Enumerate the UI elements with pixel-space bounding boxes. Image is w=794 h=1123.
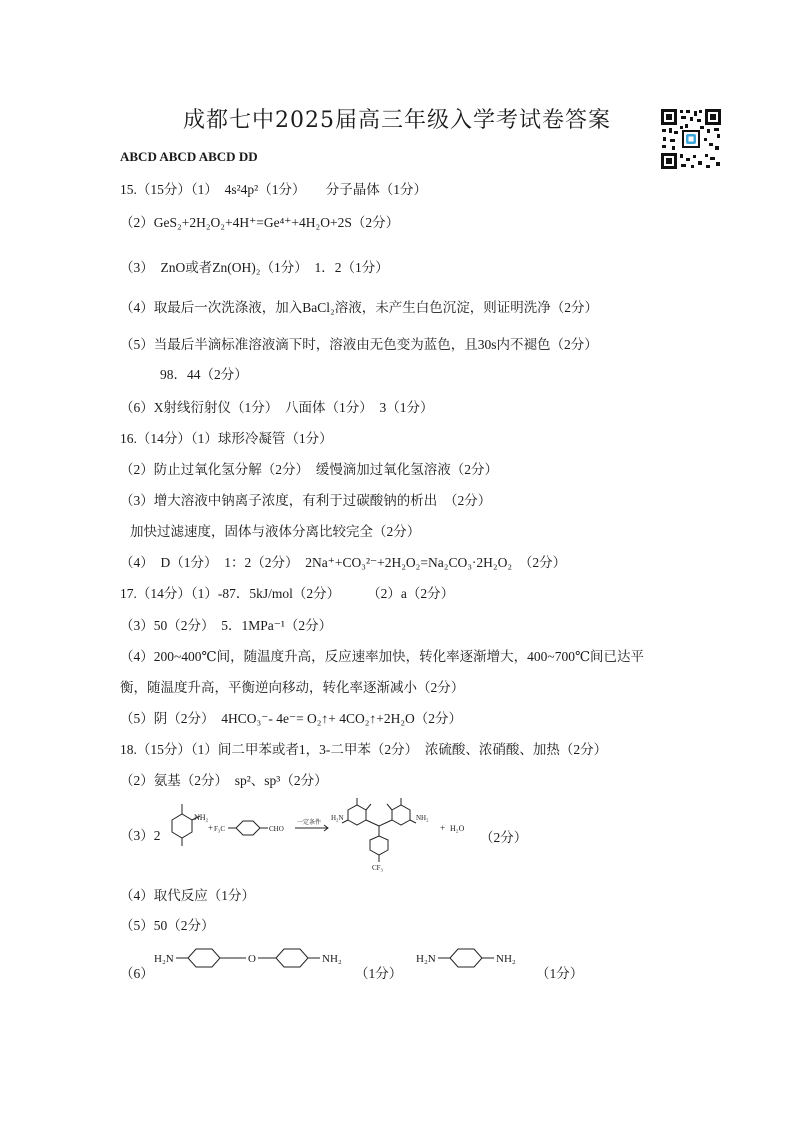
q17-line-2: （3）50（2分） 5．1MPa⁻¹（2分） bbox=[120, 618, 333, 633]
diamine-nh2-label: NH₂ bbox=[496, 953, 516, 965]
structure-phenylenediamine bbox=[412, 938, 542, 978]
q17-line-4: （5）阴（2分） 4HCO₃⁻- 4e⁻= O₂↑+ 4CO₂↑+2H₂O（2分） bbox=[120, 711, 463, 726]
page-title: 成都七中2025届高三年级入学考试卷答案 bbox=[183, 108, 611, 133]
q16-line-3: （3）增大溶液中钠离子浓度，有利于过碳酸钠的析出 （2分） bbox=[120, 493, 492, 508]
qr-code-icon bbox=[660, 108, 722, 170]
plus-sign-2: + bbox=[440, 823, 446, 833]
q18-line-3-points: （2分） bbox=[480, 830, 528, 845]
q15-line-1: 15.（15分）（1） 4s²4p²（1分） 分子晶体（1分） bbox=[120, 182, 427, 197]
product-bottom-ring bbox=[370, 836, 388, 855]
reactant-cho-label: CHO bbox=[269, 825, 284, 833]
diamine-h2n-label: H₂N bbox=[416, 953, 436, 965]
reaction-condition: 一定条件 bbox=[297, 820, 322, 826]
q18-line-6-points-b: （1分） bbox=[536, 966, 584, 981]
reactant-f3c-label: F₃C bbox=[214, 825, 226, 833]
oxy-o-label: O bbox=[248, 953, 256, 965]
reaction-scheme bbox=[150, 790, 480, 880]
product-left-ring bbox=[348, 805, 366, 825]
oxy-left-ring bbox=[188, 949, 220, 967]
product-cf3-label: CF₃ bbox=[372, 864, 384, 872]
q17-line-3b: 衡，随温度升高，平衡逆向移动，转化率逐渐减小（2分） bbox=[120, 680, 465, 695]
q18-line-6-points-a: （1分） bbox=[355, 966, 403, 981]
q17-line-1: 17.（14分）（1）-87．5kJ/mol（2分） （2）a（2分） bbox=[120, 586, 455, 601]
reactant-nh2-label: NH₂ bbox=[194, 813, 209, 822]
q15-line-4: （4）取最后一次洗涤液，加入BaCl₂溶液，未产生白色沉淀，则证明洗净（2分） bbox=[120, 300, 598, 315]
q16-line-1: 16.（14分）（1）球形冷凝管（1分） bbox=[120, 431, 333, 446]
q18-line-6-prefix: （6） bbox=[120, 966, 154, 981]
structure-oxydianiline bbox=[150, 938, 390, 978]
oxy-right-ring bbox=[276, 949, 308, 967]
product-right-ring bbox=[392, 805, 410, 825]
reactant-benzaldehyde-ring bbox=[236, 821, 260, 835]
q18-line-4: （4）取代反应（1分） bbox=[120, 888, 255, 903]
oxy-h2n-label: H₂N bbox=[154, 953, 174, 965]
water-label: H₂O bbox=[450, 824, 465, 833]
q17-line-3: （4）200~400℃间，随温度升高，反应速率加快，转化率逐渐增大，400~700℃间已达平 bbox=[120, 649, 645, 664]
q15-line-3: （3） ZnO或者Zn(OH)₂（1分） 1．2（1分） bbox=[120, 260, 389, 275]
product-right-nh2-label: NH₂ bbox=[416, 814, 429, 822]
q18-line-2: （2）氨基（2分） sp²、sp³（2分） bbox=[120, 773, 328, 788]
choice-answers: ABCD ABCD ABCD DD bbox=[120, 149, 258, 164]
diamine-ring bbox=[450, 949, 482, 967]
oxy-nh2-label: NH₂ bbox=[322, 953, 342, 965]
q15-line-6: （6）X射线衍射仪（1分） 八面体（1分） 3（1分） bbox=[120, 400, 434, 415]
q16-line-2: （2）防止过氧化氢分解（2分） 缓慢滴加过氧化氢溶液（2分） bbox=[120, 462, 498, 477]
q16-line-3b: 加快过滤速度，固体与液体分离比较完全（2分） bbox=[130, 524, 421, 539]
q18-line-1: 18.（15分）（1）间二甲苯或者1，3-二甲苯（2分） 浓硫酸、浓硝酸、加热（2分） bbox=[120, 742, 608, 757]
reactant-aniline-ring bbox=[172, 814, 192, 838]
plus-sign: + bbox=[208, 823, 214, 833]
q18-line-3-prefix: （3）2 bbox=[120, 828, 161, 843]
product-left-nh2-label: H₂N bbox=[331, 814, 344, 822]
q15-line-2: （2）GeS₂+2H₂O₂+4H⁺=Ge⁴⁺+4H₂O+2S（2分） bbox=[120, 215, 400, 230]
q15-line-5b: 98．44（2分） bbox=[160, 367, 248, 382]
q18-line-5: （5）50（2分） bbox=[120, 918, 215, 933]
q16-line-4: （4） D（1分） 1：2（2分） 2Na⁺+CO₃²⁻+2H₂O₂=Na₂CO₃·2H₂O₂ （2分） bbox=[120, 555, 567, 570]
q15-line-5: （5）当最后半滴标准溶液滴下时，溶液由无色变为蓝色，且30s内不褪色（2分） bbox=[120, 337, 598, 352]
